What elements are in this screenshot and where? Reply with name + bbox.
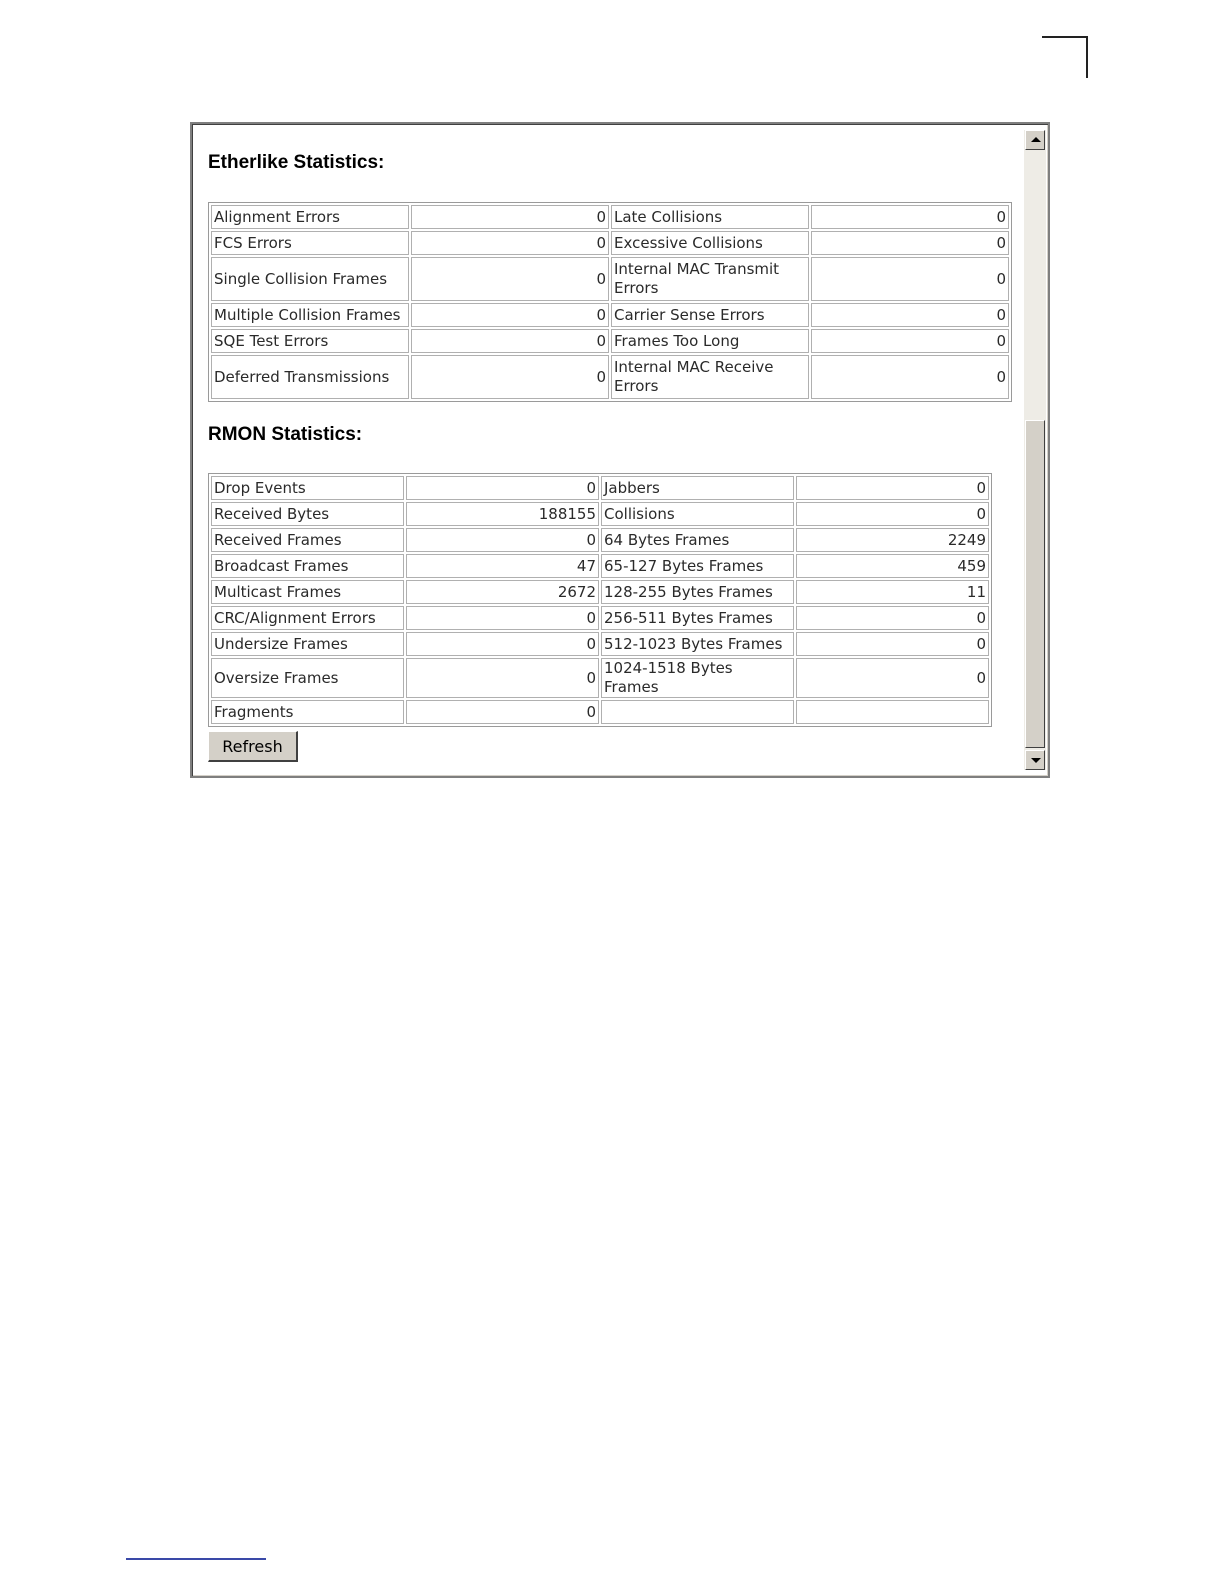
stat-label: Received Frames <box>211 528 404 552</box>
stat-value <box>796 700 989 724</box>
stat-value: 0 <box>796 632 989 656</box>
stat-label: Multicast Frames <box>211 580 404 604</box>
scroll-up-button[interactable] <box>1025 130 1045 150</box>
stat-label: Internal MAC Receive Errors <box>611 355 809 399</box>
stat-label: Carrier Sense Errors <box>611 303 809 327</box>
stat-value: 0 <box>406 700 599 724</box>
scroll-up-arrow-icon <box>1031 137 1041 142</box>
stat-value: 0 <box>811 205 1009 229</box>
browser-frame <box>190 122 1050 778</box>
stat-label: 512-1023 Bytes Frames <box>601 632 794 656</box>
stat-label: Late Collisions <box>611 205 809 229</box>
stat-label: 64 Bytes Frames <box>601 528 794 552</box>
stat-value: 0 <box>411 355 609 399</box>
stat-value: 0 <box>796 606 989 630</box>
table-row <box>211 257 1009 301</box>
table-row <box>211 606 989 630</box>
table-row <box>211 554 989 578</box>
stat-label: Fragments <box>211 700 404 724</box>
stat-value: 2249 <box>796 528 989 552</box>
stat-value: 0 <box>406 632 599 656</box>
stat-label: 256-511 Bytes Frames <box>601 606 794 630</box>
table-row <box>211 658 989 698</box>
vertical-scrollbar[interactable] <box>1024 130 1046 770</box>
stat-label: SQE Test Errors <box>211 329 409 353</box>
stat-label: Frames Too Long <box>611 329 809 353</box>
stat-value: 47 <box>406 554 599 578</box>
table-row <box>211 303 1009 327</box>
stat-value: 0 <box>406 528 599 552</box>
stat-value: 0 <box>796 502 989 526</box>
table-row <box>211 355 1009 399</box>
stat-value: 0 <box>811 355 1009 399</box>
stat-label: 65-127 Bytes Frames <box>601 554 794 578</box>
stat-value: 0 <box>411 303 609 327</box>
stat-value: 0 <box>796 476 989 500</box>
rmon-stats-table <box>208 473 992 727</box>
stat-value: 0 <box>811 257 1009 301</box>
stat-value: 0 <box>411 205 609 229</box>
stat-label: Oversize Frames <box>211 658 404 698</box>
stat-label: 1024-1518 Bytes Frames <box>601 658 794 698</box>
rmon-section-title: RMON Statistics: <box>208 424 363 445</box>
stat-label: Drop Events <box>211 476 404 500</box>
stat-value: 0 <box>811 303 1009 327</box>
table-row <box>211 632 989 656</box>
scroll-thumb[interactable] <box>1025 420 1045 748</box>
stat-value: 2672 <box>406 580 599 604</box>
etherlike-stats-table <box>208 202 1012 402</box>
stat-label: Alignment Errors <box>211 205 409 229</box>
table-row <box>211 476 989 500</box>
table-row <box>211 231 1009 255</box>
scroll-down-arrow-icon <box>1031 758 1041 763</box>
stat-label: CRC/Alignment Errors <box>211 606 404 630</box>
stat-label: Internal MAC Transmit Errors <box>611 257 809 301</box>
stat-value: 0 <box>406 658 599 698</box>
stat-value: 188155 <box>406 502 599 526</box>
stat-label: Excessive Collisions <box>611 231 809 255</box>
stat-label: 128-255 Bytes Frames <box>601 580 794 604</box>
stat-value: 0 <box>796 658 989 698</box>
table-row <box>211 580 989 604</box>
scroll-down-button[interactable] <box>1025 750 1045 770</box>
stat-label: Single Collision Frames <box>211 257 409 301</box>
stat-label: FCS Errors <box>211 231 409 255</box>
refresh-button[interactable]: Refresh <box>208 731 298 762</box>
stat-value: 0 <box>411 329 609 353</box>
stat-label: Collisions <box>601 502 794 526</box>
table-row <box>211 502 989 526</box>
stat-value: 0 <box>811 231 1009 255</box>
stat-label <box>601 700 794 724</box>
table-row <box>211 205 1009 229</box>
page-corner-mark <box>1042 36 1088 78</box>
stat-label: Received Bytes <box>211 502 404 526</box>
stat-label: Multiple Collision Frames <box>211 303 409 327</box>
stat-label: Broadcast Frames <box>211 554 404 578</box>
stat-value: 0 <box>411 231 609 255</box>
table-row <box>211 700 989 724</box>
stat-value: 11 <box>796 580 989 604</box>
table-row <box>211 329 1009 353</box>
table-row <box>211 528 989 552</box>
stat-label: Undersize Frames <box>211 632 404 656</box>
stat-value: 0 <box>411 257 609 301</box>
stat-label: Deferred Transmissions <box>211 355 409 399</box>
stat-value: 0 <box>406 606 599 630</box>
stat-value: 0 <box>406 476 599 500</box>
stat-value: 0 <box>811 329 1009 353</box>
stat-value: 459 <box>796 554 989 578</box>
footer-rule <box>126 1558 266 1560</box>
page-content <box>192 124 1022 776</box>
etherlike-section-title: Etherlike Statistics: <box>208 152 385 173</box>
stat-label: Jabbers <box>601 476 794 500</box>
